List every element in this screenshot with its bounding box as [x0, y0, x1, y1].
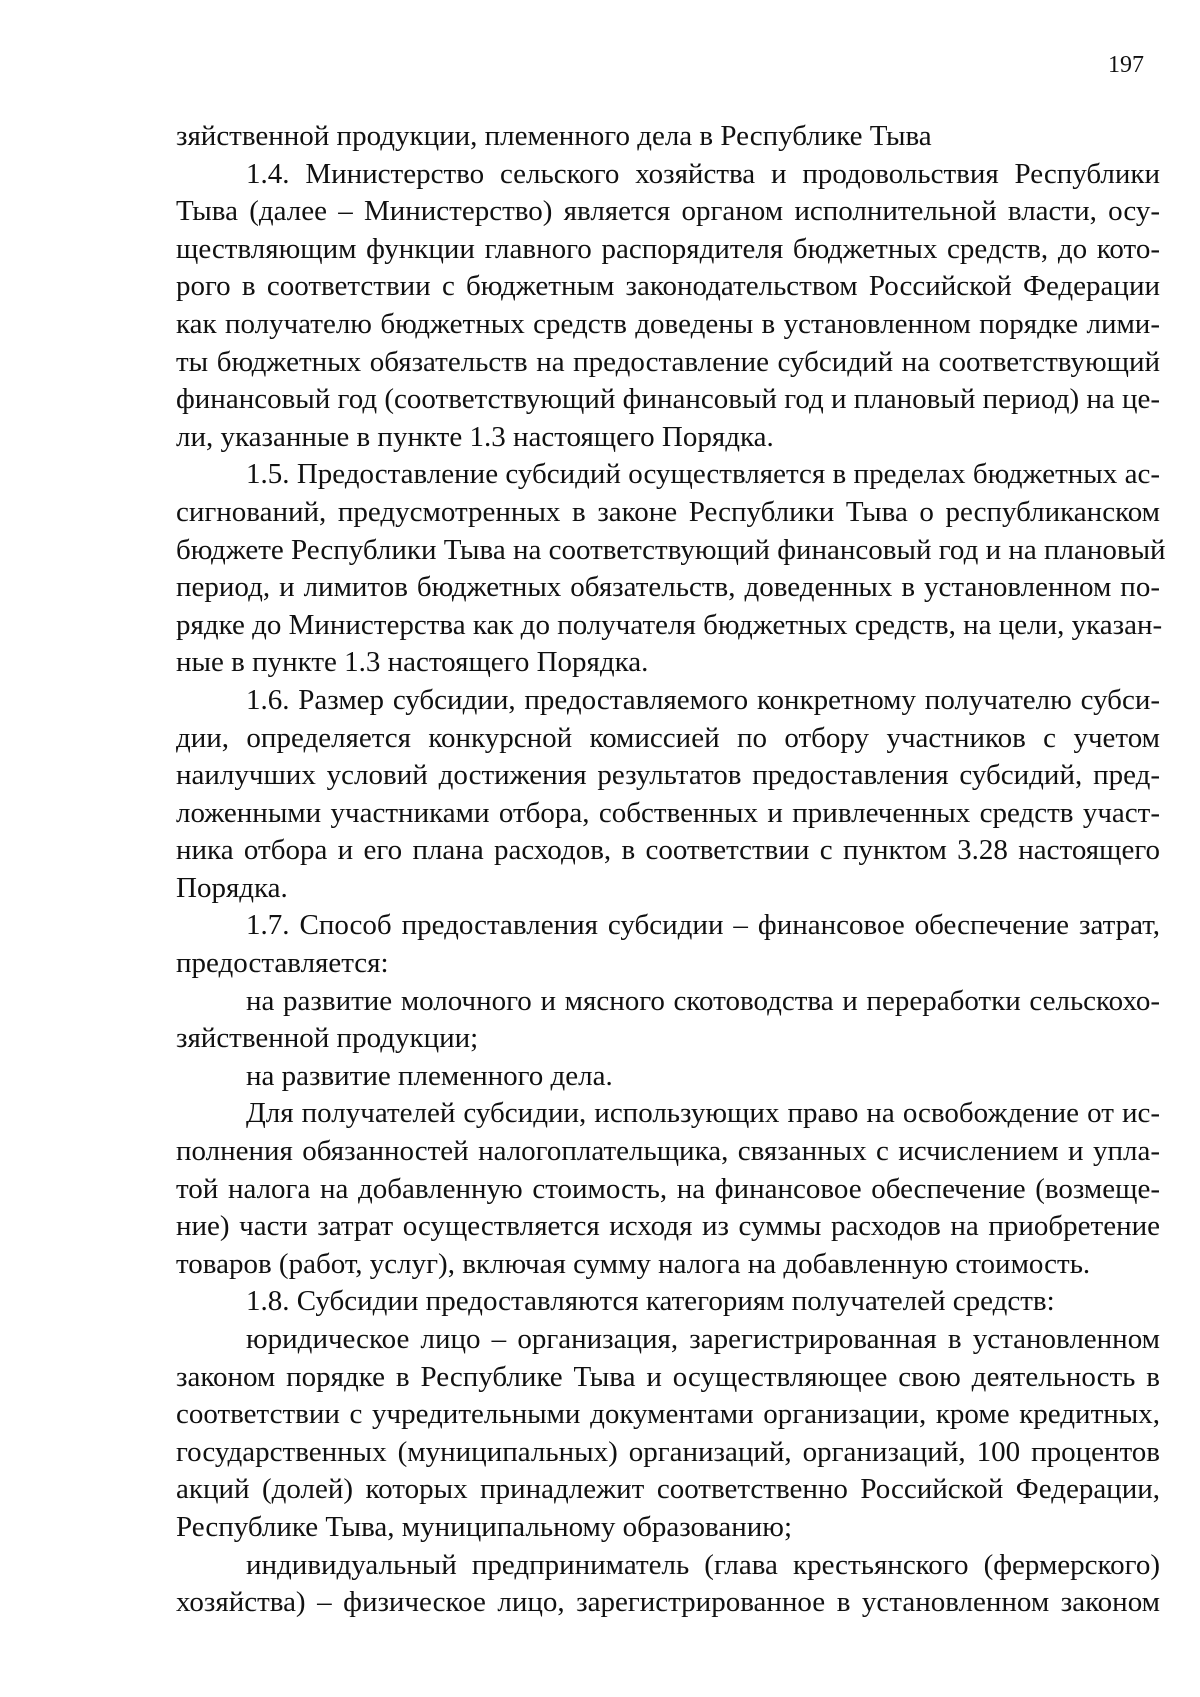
page-number: 197 [1108, 52, 1144, 78]
text-line: рого в соответствии с бюджетным законодательством Российской Федерации [176, 270, 1160, 303]
text-line: рядке до Министерства как до получателя бюджетных средств, на цели, указан- [176, 608, 1163, 641]
text-line: ние) части затрат осуществляется исходя из суммы расходов на приобретение [176, 1210, 1160, 1243]
text-line: как получателю бюджетных средств доведены в установленном порядке лими- [176, 307, 1160, 340]
text-line: ника отбора и его плана расходов, в соответствии с пунктом 3.28 настоящего [176, 834, 1160, 867]
text-line: 1.8. Субсидии предоставляются категориям получателей средств: [246, 1285, 1055, 1318]
text-line: финансовый год (соответствующий финансовый год и плановый период) на це- [176, 383, 1161, 416]
text-line: Порядка. [176, 871, 288, 904]
text-line: ложенными участниками отбора, собственных и привлеченных средств участ- [176, 796, 1160, 829]
text-line: 1.5. Предоставление субсидий осуществляется в пределах бюджетных ас- [246, 458, 1160, 491]
paragraph-continuation [176, 118, 1160, 156]
paragraph-dairy-meat [176, 983, 1160, 1058]
paragraph-breeding [176, 1058, 1160, 1096]
text-line: сигнований, предусмотренных в законе Республики Тыва о республиканском [176, 495, 1160, 528]
text-line: акций (долей) которых принадлежит соответственно Российской Федерации, [176, 1473, 1160, 1506]
text-line: хозяйства) – физическое лицо, зарегистрированное в установленном законом [176, 1586, 1160, 1619]
text-line: 1.7. Способ предоставления субсидии – финансовое обеспечение затрат, [246, 909, 1160, 942]
text-line: Для получателей субсидии, использующих право на освобождение от ис- [246, 1097, 1160, 1130]
paragraph-1-5 [176, 456, 1166, 682]
text-line: период, и лимитов бюджетных обязательств, доведенных в установленном по- [176, 571, 1160, 604]
text-line: Республике Тыва, муниципальному образованию; [176, 1510, 792, 1543]
text-line: законом порядке в Республике Тыва и осуществляющее свою деятельность в [176, 1360, 1160, 1393]
text-line: на развитие молочного и мясного скотоводства и переработки сельскохо- [246, 984, 1160, 1017]
paragraph-1-4 [176, 156, 1160, 457]
paragraph-legal-entity [176, 1321, 1160, 1547]
text-line: ты бюджетных обязательств на предоставление субсидий на соответствующий [176, 345, 1160, 378]
text-line: зяйственной продукции, племенного дела в Республике Тыва [176, 120, 932, 152]
paragraph-individual-entrepreneur [176, 1547, 1160, 1622]
paragraph-1-7 [176, 907, 1160, 982]
text-line: той налога на добавленную стоимость, на финансовое обеспечение (возмеще- [176, 1172, 1160, 1205]
text-line: 1.4. Министерство сельского хозяйства и продовольствия Республики [246, 157, 1160, 190]
text-line: Тыва (далее – Министерство) является органом исполнительной власти, осу- [176, 195, 1160, 228]
paragraph-1-8 [176, 1283, 1160, 1321]
text-line: зяйственной продукции; [176, 1022, 479, 1055]
text-line: государственных (муниципальных) организаций, организаций, 100 процентов [176, 1435, 1160, 1468]
text-line: полнения обязанностей налогоплательщика, связанных с исчислением и упла- [176, 1135, 1160, 1168]
text-line: соответствии с учредительными документами организации, кроме кредитных, [176, 1398, 1160, 1431]
text-line: ли, указанные в пункте 1.3 настоящего Порядка. [176, 420, 774, 453]
text-line: индивидуальный предприниматель (глава крестьянского (фермерского) [246, 1548, 1160, 1581]
paragraph-vat [176, 1095, 1160, 1283]
text-line: 1.6. Размер субсидии, предоставляемого конкретному получателю субси- [246, 683, 1160, 716]
text-line: на развитие племенного дела. [246, 1059, 613, 1092]
text-line: дии, определяется конкурсной комиссией по отбору участников с учетом [176, 721, 1160, 754]
text-line: ществляющим функции главного распорядителя бюджетных средств, до кото- [176, 232, 1160, 265]
text-line: бюджете Республики Тыва на соответствующий финансовый год и на плановый [176, 533, 1166, 566]
paragraph-1-6 [176, 682, 1160, 908]
text-line: ные в пункте 1.3 настоящего Порядка. [176, 646, 649, 679]
text-line: товаров (работ, услуг), включая сумму налога на добавленную стоимость. [176, 1247, 1091, 1280]
text-line: юридическое лицо – организация, зарегистрированная в установленном [246, 1323, 1160, 1355]
text-line: предоставляется: [176, 947, 389, 980]
document-body [176, 118, 1166, 1622]
text-line: наилучших условий достижения результатов предоставления субсидий, пред- [176, 759, 1160, 792]
